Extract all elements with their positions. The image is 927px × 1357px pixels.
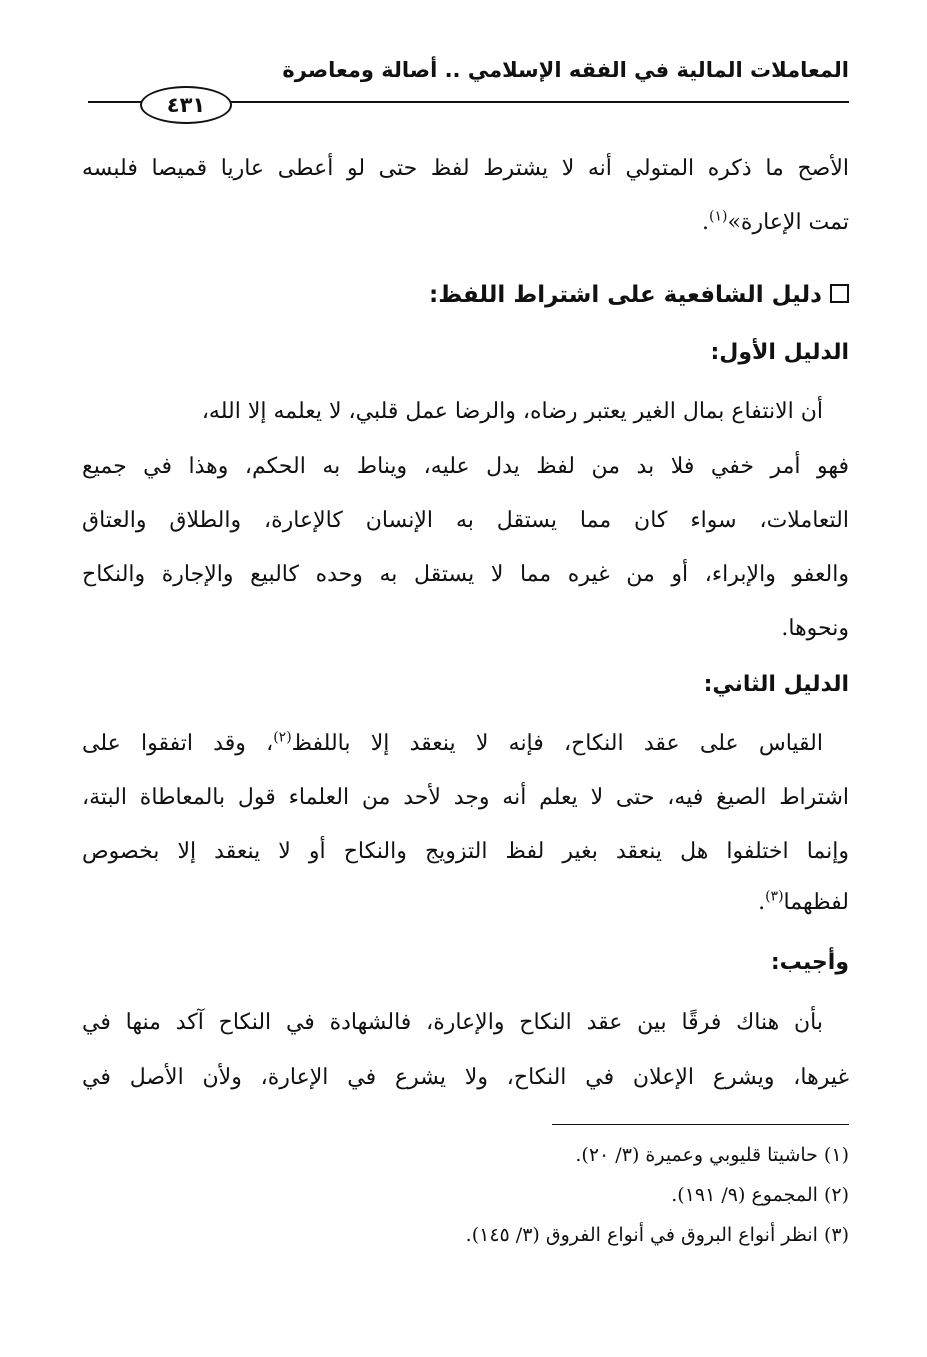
proof-2-line-3: وإنما اختلفوا هل ينعقد بغير لفظ التزويج والنكاح أو لا ينعقد إلا بخصوص: [82, 839, 849, 864]
section-heading: [429, 280, 849, 310]
intro-line-2: [702, 208, 849, 238]
proof-2-line-2: اشتراط الصيغ فيه، حتى لا يعلم أنه وجد لأحد من العلماء قول بالمعاطاة البتة،: [82, 785, 849, 810]
page-number-badge: [140, 86, 232, 124]
running-title: المعاملات المالية في الفقه الإسلامي .. أصالة ومعاصرة: [282, 58, 849, 82]
footnote-ref-2: (٢): [273, 729, 292, 746]
proof-2-line-1: [82, 729, 823, 759]
intro-line-1: الأصح ما ذكره المتولي أنه لا يشترط لفظ حتى لو أعطى عاريا قميصا فلبسه: [82, 156, 849, 181]
proof-2-title: الدليل الثاني:: [703, 672, 849, 697]
footnote-ref-1: (١): [708, 208, 728, 225]
proof-2-text-a: القياس على عقد النكاح، فإنه لا ينعقد إلا باللفظ: [291, 731, 823, 756]
proof-2-last-text: لفظهما: [783, 890, 849, 915]
answer-line-1: بأن هناك فرقًا بين عقد النكاح والإعارة، فالشهادة في النكاح آكد منها في: [82, 1010, 823, 1035]
checkbox-bullet-icon: [830, 284, 849, 303]
section-heading-text: دليل الشافعية على اشتراط اللفظ:: [429, 282, 822, 308]
proof-1-title: الدليل الأول:: [710, 340, 849, 365]
footnote-ref-3: (٣): [765, 888, 784, 905]
footnote-2: (٢) المجموع (٩/ ١٩١).: [671, 1184, 849, 1206]
footnote-1: (١) حاشيتا قليوبي وعميرة (٣/ ٢٠).: [575, 1144, 849, 1166]
answer-line-2: غيرها، ويشرع الإعلان في النكاح، ولا يشرع في الإعارة، ولأن الأصل في: [82, 1065, 849, 1090]
proof-2-period: .: [758, 890, 766, 915]
proof-2-text-b: ، وقد اتفقوا على: [82, 731, 274, 756]
page-number: ٤٣١: [166, 93, 206, 117]
proof-1-line-2: فهو أمر خفي فلا بد من لفظ يدل عليه، ويناط به الحكم، وهذا في جميع: [82, 454, 849, 479]
proof-1-line-5: ونحوها.: [781, 616, 849, 641]
proof-2-line-4: [758, 888, 849, 918]
intro-text: تمت الإعارة»: [727, 210, 849, 235]
proof-1-line-3: التعاملات، سواء كان مما يستقل به الإنسان كالإعارة، والطلاق والعتاق: [82, 508, 849, 533]
answer-title: وأجيب:: [770, 950, 849, 975]
proof-1-line-4: والعفو والإبراء، أو من غيره مما لا يستقل به وحده كالبيع والإجارة والنكاح: [82, 562, 849, 587]
footnote-3: (٣) انظر أنواع البروق في أنواع الفروق (٣/ ١٤٥).: [465, 1224, 849, 1246]
intro-period: .: [701, 210, 709, 235]
footnote-rule: [552, 1124, 849, 1125]
proof-1-line-1: أن الانتفاع بمال الغير يعتبر رضاه، والرضا عمل قلبي، لا يعلمه إلا الله،: [201, 399, 823, 424]
